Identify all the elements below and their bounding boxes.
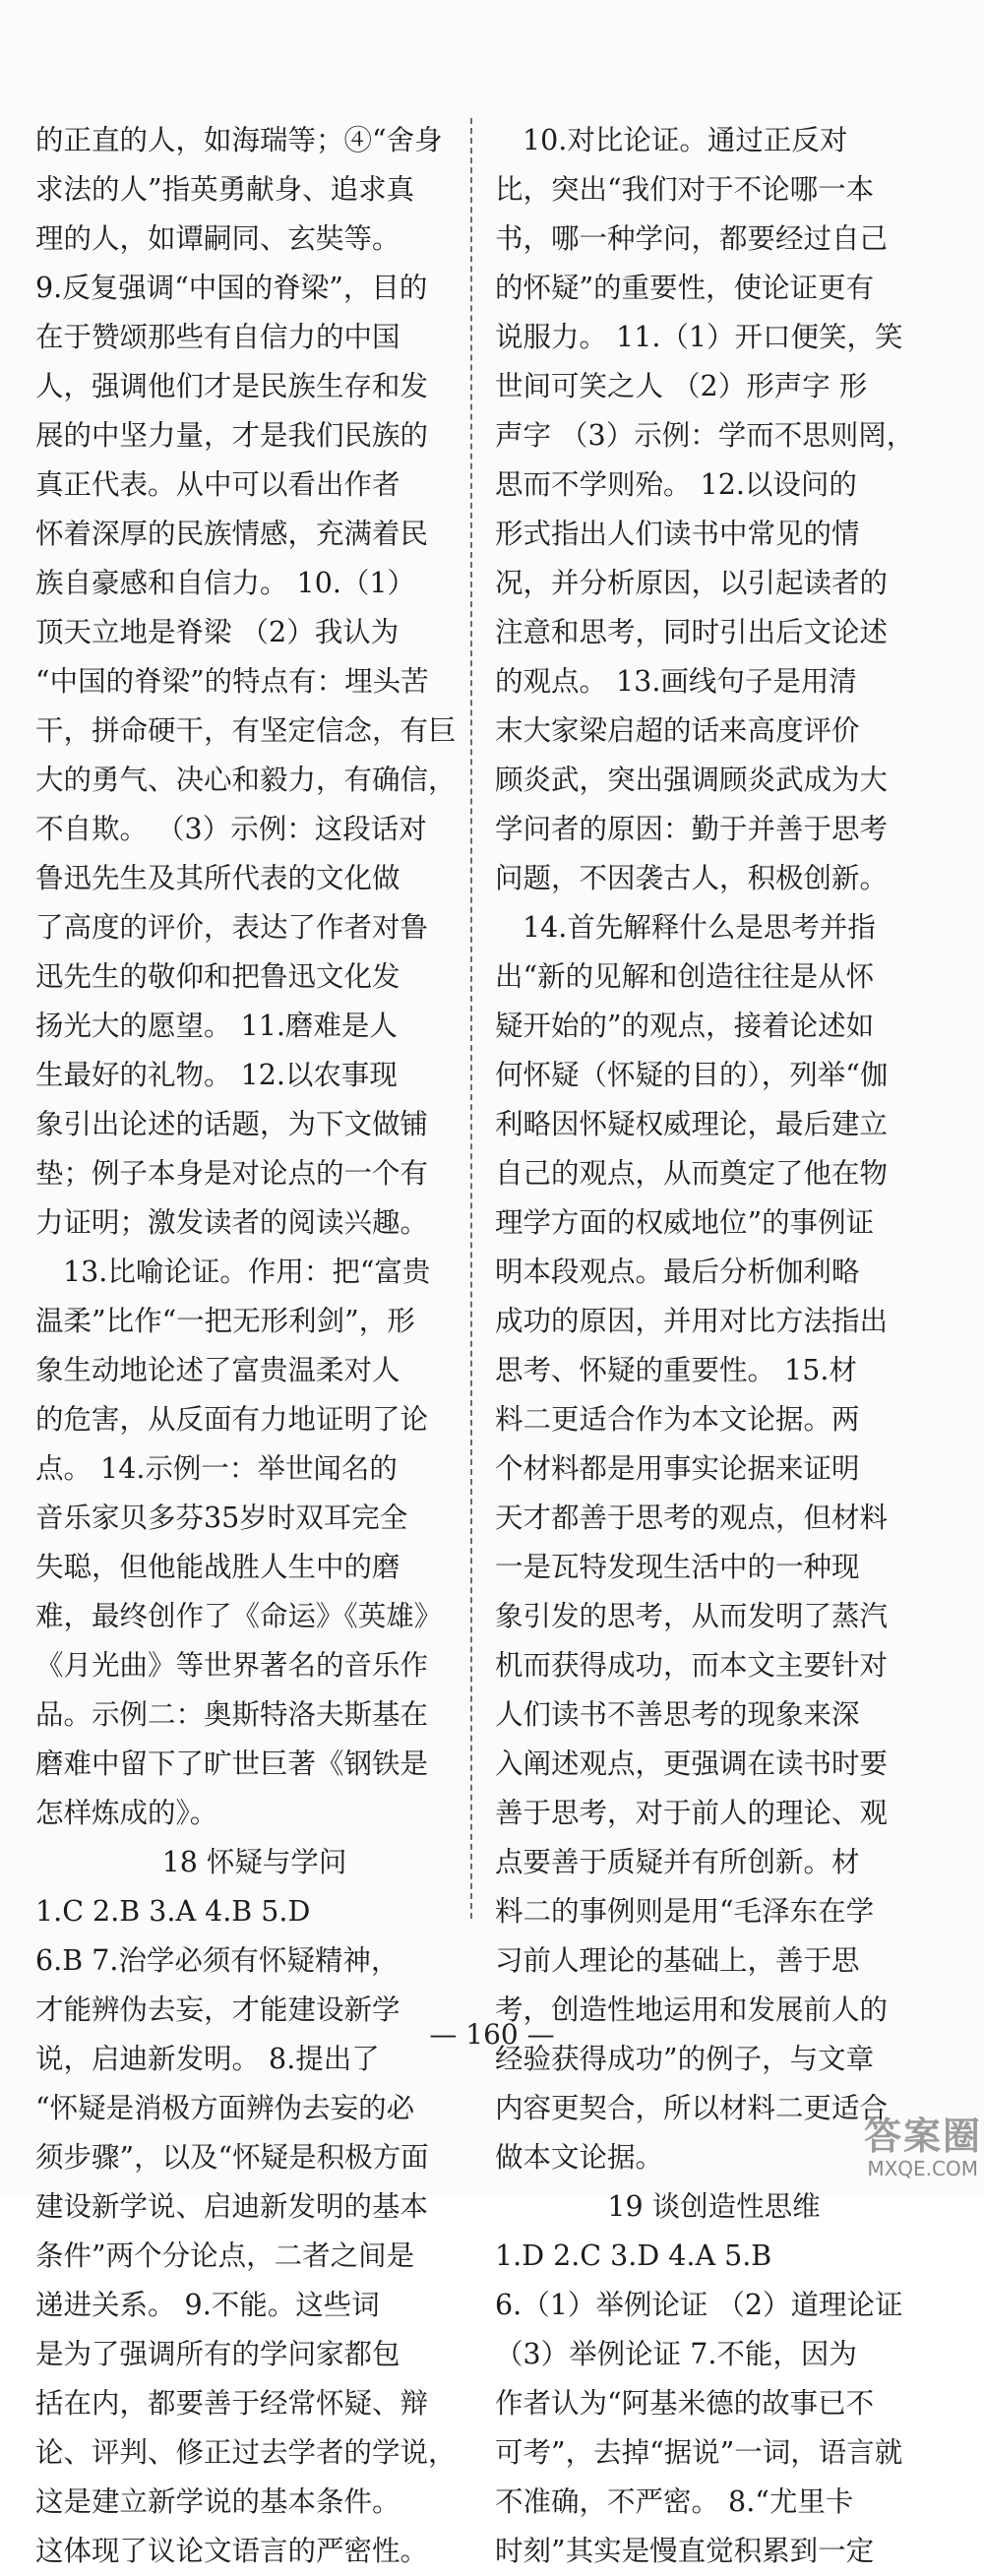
- text-line: 自己的观点，从而奠定了他在物: [495, 1157, 889, 1190]
- text-line: 的正直的人，如海瑞等；④“舍身: [35, 124, 443, 156]
- text-line: 扬光大的愿望。 11.磨难是人: [35, 1010, 398, 1042]
- text-line: 顾炎武，突出强调顾炎武成为大: [495, 764, 889, 796]
- text-line: 况，并分析原因，以引起读者的: [495, 567, 889, 599]
- text-line: 料二的事例则是用“毛泽东在学: [495, 1895, 875, 1928]
- text-line: 求法的人”指英勇献身、追求真: [35, 173, 415, 206]
- text-line: 点。 14.示例一：举世闻名的: [35, 1452, 398, 1485]
- text-line: 时刻”其实是慢直觉积累到一定: [495, 2535, 875, 2567]
- text-line: 末大家梁启超的话来高度评价: [495, 714, 860, 747]
- text-line: 疑开始的”的观点，接着论述如: [495, 1010, 875, 1042]
- text-line: 经验获得成功”的例子，与文章: [495, 2043, 875, 2075]
- text-line: 真正代表。从中可以看出作者: [35, 468, 400, 501]
- text-line: 展的中坚力量，才是我们民族的: [35, 419, 429, 452]
- text-line: 条件”两个分论点，二者之间是: [35, 2239, 415, 2272]
- text-line: 明本段观点。最后分析伽利略: [495, 1256, 860, 1288]
- text-line: 天才都善于思考的观点，但材料: [495, 1502, 889, 1534]
- text-line: 大的勇气、决心和毅力，有确信，: [35, 764, 457, 796]
- text-line: 象生动地论述了富贵温柔对人: [35, 1354, 400, 1386]
- text-line: 不自欺。 （3）示例：这段话对: [35, 813, 427, 845]
- text-line: 做本文论据。: [495, 2141, 664, 2174]
- text-line: 1.D 2.C 3.D 4.A 5.B: [495, 2239, 772, 2272]
- text-line: 生最好的礼物。 12.以农事现: [35, 1059, 398, 1091]
- text-line: 难，最终创作了《命运》《英雄》: [35, 1600, 443, 1632]
- text-line: 入阐述观点，更强调在读书时要: [495, 1748, 889, 1780]
- text-line: 料二更适合作为本文论据。两: [495, 1403, 860, 1436]
- text-line: 何怀疑（怀疑的目的），列举“伽: [495, 1059, 889, 1091]
- text-line: 成功的原因，并用对比方法指出: [495, 1305, 889, 1337]
- text-line: 人们读书不善思考的现象来深: [495, 1698, 860, 1731]
- text-line: 括在内，都要善于经常怀疑、辩: [35, 2387, 429, 2420]
- text-line: 6.（1）举例论证 （2）道理论证: [495, 2289, 903, 2321]
- text-line: 是为了强调所有的学问家都包: [35, 2338, 400, 2370]
- text-line: 习前人理论的基础上，善于思: [495, 1944, 860, 1977]
- text-line: 形式指出人们读书中常见的情: [495, 518, 860, 550]
- text-line: 19 谈创造性思维: [607, 2190, 821, 2223]
- text-line: 比，突出“我们对于不论哪一本: [495, 173, 875, 206]
- text-line: 说，启迪新发明。 8.提出了: [35, 2043, 380, 2075]
- text-line: “怀疑是消极方面辨伪去妄的必: [35, 2092, 415, 2124]
- text-line: 可考”，去掉“据说”一词，语言就: [495, 2436, 903, 2469]
- text-line: 论、评判、修正过去学者的学说，: [35, 2436, 457, 2469]
- text-line: 迅先生的敬仰和把鲁迅文化发: [35, 960, 400, 993]
- text-line: 失聪，但他能战胜人生中的磨: [35, 1551, 400, 1583]
- right-text-column: [495, 116, 933, 2576]
- text-line: 才能辨伪去妄，才能建设新学: [35, 1993, 400, 2026]
- text-line: 利略因怀疑权威理论，最后建立: [495, 1108, 889, 1140]
- column-divider: [470, 118, 472, 1919]
- left-text-column: [35, 116, 473, 2576]
- watermark-url: MXQE.COM: [867, 2157, 978, 2180]
- text-line: 注意和思考，同时引出后文论述: [495, 616, 889, 648]
- text-line: 的危害，从反面有力地证明了论: [35, 1403, 429, 1436]
- text-line: 温柔”比作“一把无形利剑”，形: [35, 1305, 415, 1337]
- text-line: 在于赞颂那些有自信力的中国: [35, 321, 400, 353]
- text-line: 人，强调他们才是民族生存和发: [35, 370, 429, 402]
- text-line: 鲁迅先生及其所代表的文化做: [35, 862, 400, 894]
- page-number: — 160 —: [429, 2018, 555, 2051]
- text-line: 理的人，如谭嗣同、玄奘等。: [35, 222, 400, 255]
- text-line: 13.比喻论证。作用：把“富贵: [63, 1256, 431, 1288]
- text-line: 点要善于质疑并有所创新。材: [495, 1846, 860, 1878]
- text-line: 1.C 2.B 3.A 4.B 5.D: [35, 1895, 311, 1928]
- text-line: 磨难中留下了旷世巨著《钢铁是: [35, 1748, 429, 1780]
- text-line: 不准确，不严密。 8.“尤里卡: [495, 2485, 854, 2518]
- text-line: 建设新学说、启迪新发明的基本: [35, 2190, 429, 2223]
- text-line: 的怀疑”的重要性，使论证更有: [495, 272, 875, 304]
- text-line: 世间可笑之人 （2）形声字 形: [495, 370, 868, 402]
- watermark-text: 答案圈: [863, 2115, 982, 2158]
- text-line: 象引发的思考，从而发明了蒸汽: [495, 1600, 889, 1632]
- text-line: 书，哪一种学问，都要经过自己: [495, 222, 889, 255]
- text-line: 一是瓦特发现生活中的一种现: [495, 1551, 860, 1583]
- text-line: 学问者的原因：勤于并善于思考: [495, 813, 889, 845]
- text-line: 干，拼命硬干，有坚定信念，有巨: [35, 714, 457, 747]
- text-line: 怀着深厚的民族情感，充满着民: [35, 518, 429, 550]
- text-line: 6.B 7.治学必须有怀疑精神，: [35, 1944, 400, 1977]
- text-line: 问题，不因袭古人，积极创新。: [495, 862, 889, 894]
- text-line: 作者认为“阿基米德的故事已不: [495, 2387, 875, 2420]
- text-line: 《月光曲》等世界著名的音乐作: [35, 1649, 429, 1682]
- text-line: 14.首先解释什么是思考并指: [523, 911, 876, 944]
- text-line: 怎样炼成的》。: [35, 1797, 218, 1829]
- text-line: 顶天立地是脊梁 （2）我认为: [35, 616, 400, 648]
- text-line: 善于思考，对于前人的理论、观: [495, 1797, 889, 1829]
- text-line: 思而不学则殆。 12.以设问的: [495, 468, 857, 501]
- text-line: “中国的脊梁”的特点有：埋头苦: [35, 665, 429, 698]
- text-line: 出“新的见解和创造往往是从怀: [495, 960, 875, 993]
- text-line: （3）举例论证 7.不能，因为: [495, 2338, 857, 2370]
- text-line: 内容更契合，所以材料二更适合: [495, 2092, 889, 2124]
- text-line: 族自豪感和自信力。 10.（1）: [35, 567, 416, 599]
- text-line: 9.反复强调“中国的脊梁”，目的: [35, 272, 428, 304]
- text-line: 了高度的评价，表达了作者对鲁: [35, 911, 429, 944]
- text-line: 音乐家贝多芬35岁时双耳完全: [35, 1502, 408, 1534]
- site-watermark-logo: [795, 2106, 982, 2188]
- text-line: 须步骤”，以及“怀疑是积极方面: [35, 2141, 429, 2174]
- text-line: 象引出论述的话题，为下文做铺: [35, 1108, 429, 1140]
- text-line: 这体现了议论文语言的严密性。: [35, 2535, 429, 2567]
- text-line: 品。示例二：奥斯特洛夫斯基在: [35, 1698, 429, 1731]
- text-line: 垫；例子本身是对论点的一个有: [35, 1157, 429, 1190]
- text-line: 18 怀疑与学问: [161, 1846, 347, 1878]
- text-line: 10.对比论证。通过正反对: [523, 124, 848, 156]
- text-line: 说服力。 11.（1）开口便笑，笑: [495, 321, 903, 353]
- text-line: 理学方面的权威地位”的事例证: [495, 1206, 875, 1239]
- text-line: 力证明；激发读者的阅读兴趣。: [35, 1206, 429, 1239]
- text-line: 的观点。 13.画线句子是用清: [495, 665, 857, 698]
- text-line: 递进关系。 9.不能。这些词: [35, 2289, 380, 2321]
- text-line: 思考、怀疑的重要性。 15.材: [495, 1354, 857, 1386]
- text-line: 声字 （3）示例：学而不思则罔，: [495, 419, 915, 452]
- text-line: 这是建立新学说的基本条件。: [35, 2485, 400, 2518]
- text-line: 个材料都是用事实论据来证明: [495, 1452, 860, 1485]
- text-line: 机而获得成功，而本文主要针对: [495, 1649, 889, 1682]
- text-line: 考，创造性地运用和发展前人的: [495, 1993, 889, 2026]
